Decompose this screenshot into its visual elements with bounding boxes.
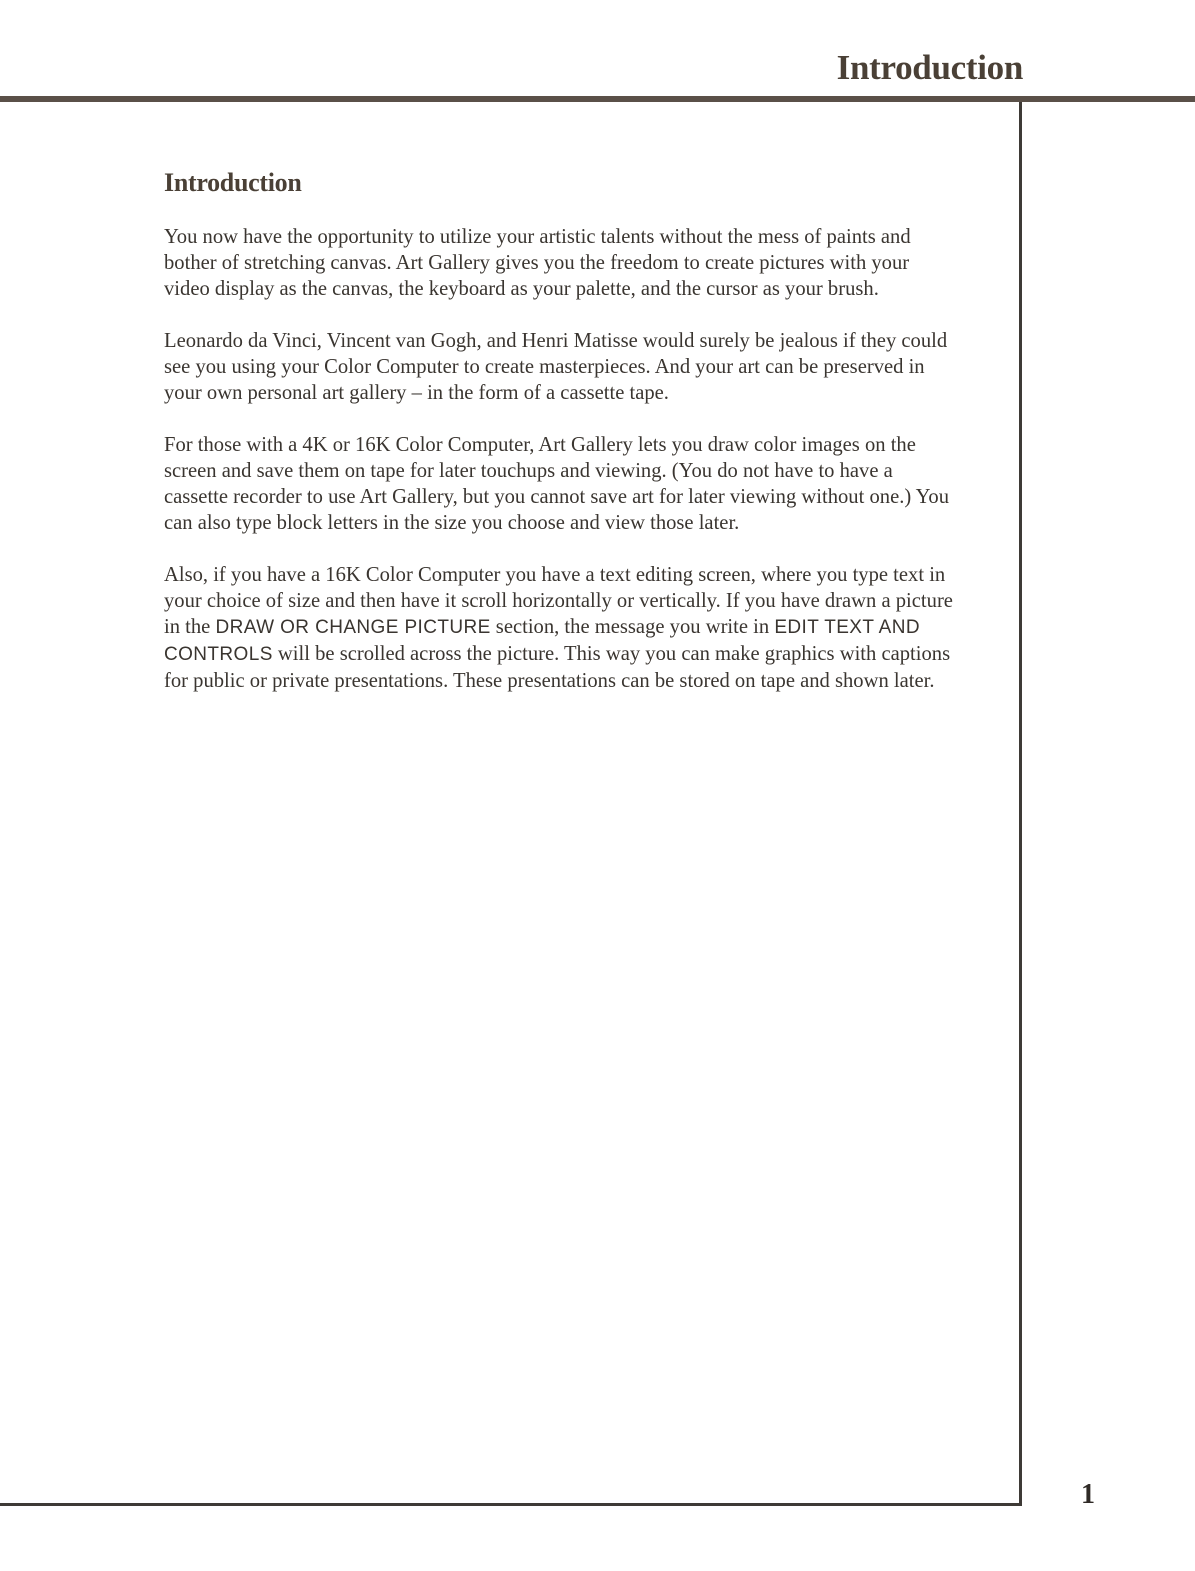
paragraph-4-text-2: section, the message you write in [490,616,775,638]
paragraph-4-text-3: will be scrolled across the picture. This way you can make graphics with captions for public or private presentations. These presentations can be stored on tape and shown later. [164,643,951,692]
menu-term-draw-or-change-picture: DRAW OR CHANGE PICTURE [215,617,491,638]
paragraph-1: You now have the opportunity to utilize your artistic talents without the mess of paints and bother of stretching canvas. Art Gallery gives you the freedom to create pictures with your video display as the canvas, the keyboard as your palette, and the cursor as your brush. [164,226,911,300]
paragraph-2: Leonardo da Vinci, Vincent van Gogh, and Henri Matisse would surely be jealous if they could see you using your Color Computer to create masterpieces. And your art can be preserved in your own personal art gallery – in the form of a cassette tape. [164,330,948,404]
page-number: 1 [1081,1479,1095,1510]
paragraph-4-text-1: Also, if you have a 16K Color Computer you have a text editing screen, where you type text in your choice of size and then have it scroll horizontally or vertically. If you have drawn a picture in the [164,564,953,638]
menu-term-edit-text-and-controls: EDIT TEXT AND CONTROLS [164,617,920,665]
running-head-title: Introduction [836,48,1023,87]
section-heading: Introduction [164,168,302,197]
main-content [164,168,954,720]
paragraph-4 [164,562,954,694]
paragraph-3: For those with a 4K or 16K Color Computer, Art Gallery lets you draw color images on the screen and save them on tape for later touchups and viewing. (You do not have to have a cassette recorder to use Art Gallery, but you cannot save art for later viewing without one.) You can also type block letters in the size you choose and view those later. [164,434,950,534]
